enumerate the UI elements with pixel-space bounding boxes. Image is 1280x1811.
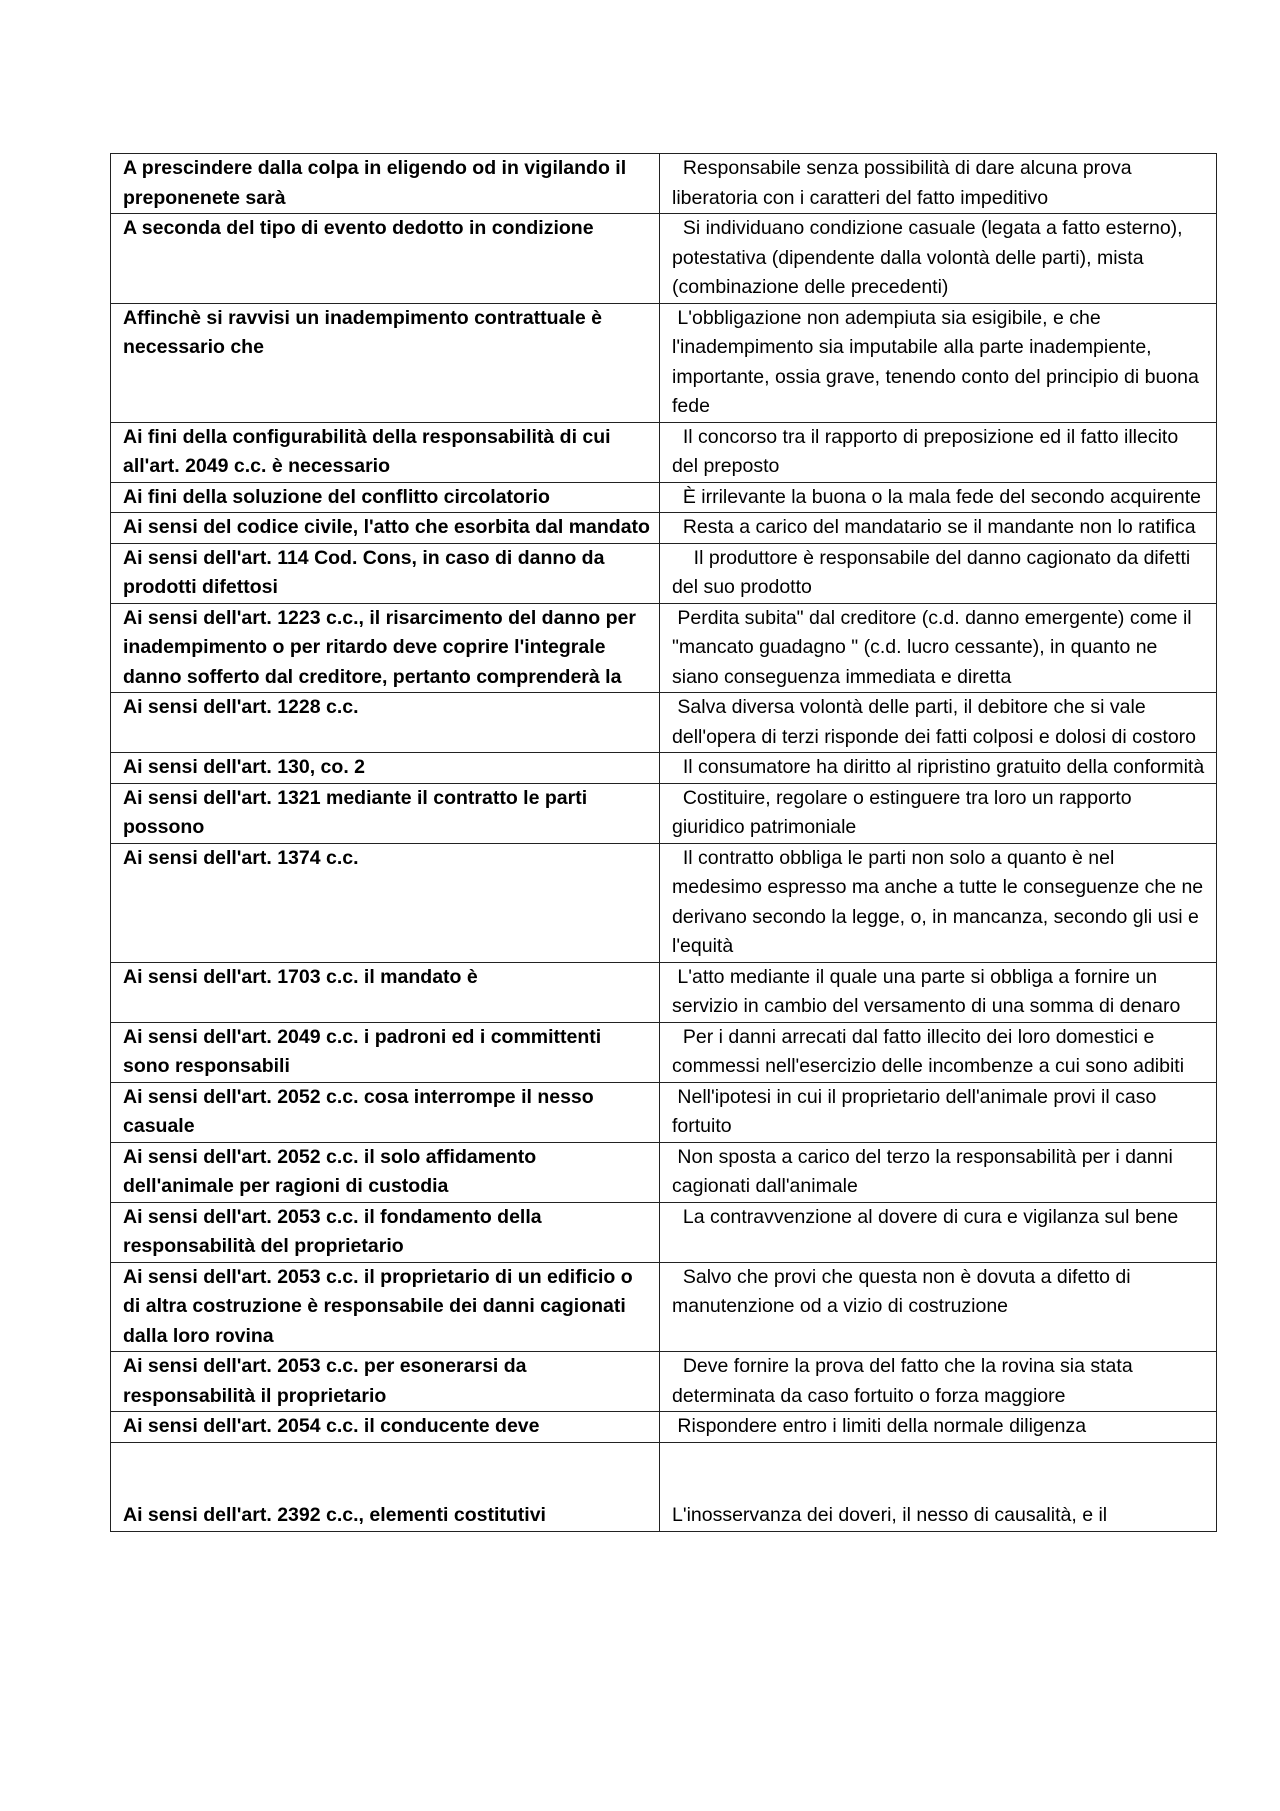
table-row	[111, 1142, 1217, 1202]
answer-cell: Responsabile senza possibilità di dare alcuna prova liberatoria con i caratteri del fatto impeditivo	[660, 154, 1217, 214]
table-row	[111, 1442, 1217, 1531]
answer-cell: È irrilevante la buona o la mala fede del secondo acquirente	[660, 482, 1217, 513]
table-row	[111, 513, 1217, 544]
answer-cell: Nell'ipotesi in cui il proprietario dell'animale provi il caso fortuito	[660, 1082, 1217, 1142]
qa-table-body	[111, 154, 1217, 1532]
table-row	[111, 783, 1217, 843]
table-row	[111, 1022, 1217, 1082]
question-cell: Ai sensi dell'art. 2053 c.c. il fondamento della responsabilità del proprietario	[111, 1202, 660, 1262]
table-row	[111, 603, 1217, 693]
question-cell: Ai fini della soluzione del conflitto circolatorio	[111, 482, 660, 513]
question-cell: Ai sensi dell'art. 1223 c.c., il risarcimento del danno per inadempimento o per ritardo deve coprire l'integrale danno sofferto dal creditore, pertanto comprenderà la	[111, 603, 660, 693]
table-row	[111, 303, 1217, 422]
answer-cell: Costituire, regolare o estinguere tra loro un rapporto giuridico patrimoniale	[660, 783, 1217, 843]
table-row	[111, 693, 1217, 753]
question-cell: Ai sensi dell'art. 1703 c.c. il mandato è	[111, 962, 660, 1022]
answer-cell: L'obbligazione non adempiuta sia esigibile, e che l'inadempimento sia imputabile alla parte inadempiente, importante, ossia grave, tenendo conto del principio di buona fede	[660, 303, 1217, 422]
question-cell: A seconda del tipo di evento dedotto in condizione	[111, 214, 660, 304]
table-row	[111, 1262, 1217, 1352]
answer-cell: Deve fornire la prova del fatto che la rovina sia stata determinata da caso fortuito o forza maggiore	[660, 1352, 1217, 1412]
answer-cell: La contravvenzione al dovere di cura e vigilanza sul bene	[660, 1202, 1217, 1262]
answer-cell: Il contratto obbliga le parti non solo a quanto è nel medesimo espresso ma anche a tutte le conseguenze che ne derivano secondo la legge, o, in mancanza, secondo gli usi e l'equità	[660, 843, 1217, 962]
question-cell: Affinchè si ravvisi un inadempimento contrattuale è necessario che	[111, 303, 660, 422]
question-cell: Ai sensi dell'art. 1374 c.c.	[111, 843, 660, 962]
answer-cell: Rispondere entro i limiti della normale diligenza	[660, 1412, 1217, 1443]
question-cell: Ai sensi dell'art. 1228 c.c.	[111, 693, 660, 753]
question-cell: Ai sensi dell'art. 2053 c.c. per esonerarsi da responsabilità il proprietario	[111, 1352, 660, 1412]
question-cell: Ai sensi dell'art. 130, co. 2	[111, 753, 660, 784]
answer-cell: Salva diversa volontà delle parti, il debitore che si vale dell'opera di terzi risponde dei fatti colposi e dolosi di costoro	[660, 693, 1217, 753]
question-cell: Ai sensi dell'art. 2054 c.c. il conducente deve	[111, 1412, 660, 1443]
question-cell: Ai sensi dell'art. 2052 c.c. il solo affidamento dell'animale per ragioni di custodia	[111, 1142, 660, 1202]
table-row	[111, 1202, 1217, 1262]
question-cell: Ai sensi del codice civile, l'atto che esorbita dal mandato	[111, 513, 660, 544]
qa-table	[110, 153, 1217, 1532]
answer-cell: Salvo che provi che questa non è dovuta a difetto di manutenzione od a vizio di costruzione	[660, 1262, 1217, 1352]
answer-cell: Non sposta a carico del terzo la responsabilità per i danni cagionati dall'animale	[660, 1142, 1217, 1202]
answer-cell: L'inosservanza dei doveri, il nesso di causalità, e il	[660, 1442, 1217, 1531]
question-cell: Ai sensi dell'art. 2049 c.c. i padroni ed i committenti sono responsabili	[111, 1022, 660, 1082]
question-cell: Ai sensi dell'art. 2052 c.c. cosa interrompe il nesso casuale	[111, 1082, 660, 1142]
question-cell: Ai fini della configurabilità della responsabilità di cui all'art. 2049 c.c. è necessario	[111, 422, 660, 482]
table-row	[111, 962, 1217, 1022]
answer-cell: L'atto mediante il quale una parte si obbliga a fornire un servizio in cambio del versamento di una somma di denaro	[660, 962, 1217, 1022]
table-row	[111, 214, 1217, 304]
answer-cell: Per i danni arrecati dal fatto illecito dei loro domestici e commessi nell'esercizio delle incombenze a cui sono adibiti	[660, 1022, 1217, 1082]
question-cell: A prescindere dalla colpa in eligendo od in vigilando il preponenete sarà	[111, 154, 660, 214]
answer-cell: Il concorso tra il rapporto di preposizione ed il fatto illecito del preposto	[660, 422, 1217, 482]
table-row	[111, 422, 1217, 482]
table-row	[111, 543, 1217, 603]
table-row	[111, 1352, 1217, 1412]
table-row	[111, 1412, 1217, 1443]
table-row	[111, 753, 1217, 784]
question-cell: Ai sensi dell'art. 2392 c.c., elementi costitutivi	[111, 1442, 660, 1531]
question-cell: Ai sensi dell'art. 2053 c.c. il proprietario di un edificio o di altra costruzione è responsabile dei danni cagionati dalla loro rovina	[111, 1262, 660, 1352]
question-cell: Ai sensi dell'art. 1321 mediante il contratto le parti possono	[111, 783, 660, 843]
table-row	[111, 843, 1217, 962]
table-row	[111, 482, 1217, 513]
table-row	[111, 154, 1217, 214]
answer-cell: Il consumatore ha diritto al ripristino gratuito della conformità	[660, 753, 1217, 784]
table-row	[111, 1082, 1217, 1142]
answer-cell: Perdita subita" dal creditore (c.d. danno emergente) come il "mancato guadagno " (c.d. lucro cessante), in quanto ne siano conseguenza immediata e diretta	[660, 603, 1217, 693]
question-cell: Ai sensi dell'art. 114 Cod. Cons, in caso di danno da prodotti difettosi	[111, 543, 660, 603]
answer-cell: Il produttore è responsabile del danno cagionato da difetti del suo prodotto	[660, 543, 1217, 603]
answer-cell: Si individuano condizione casuale (legata a fatto esterno), potestativa (dipendente dalla volontà delle parti), mista (combinazione delle precedenti)	[660, 214, 1217, 304]
answer-cell: Resta a carico del mandatario se il mandante non lo ratifica	[660, 513, 1217, 544]
